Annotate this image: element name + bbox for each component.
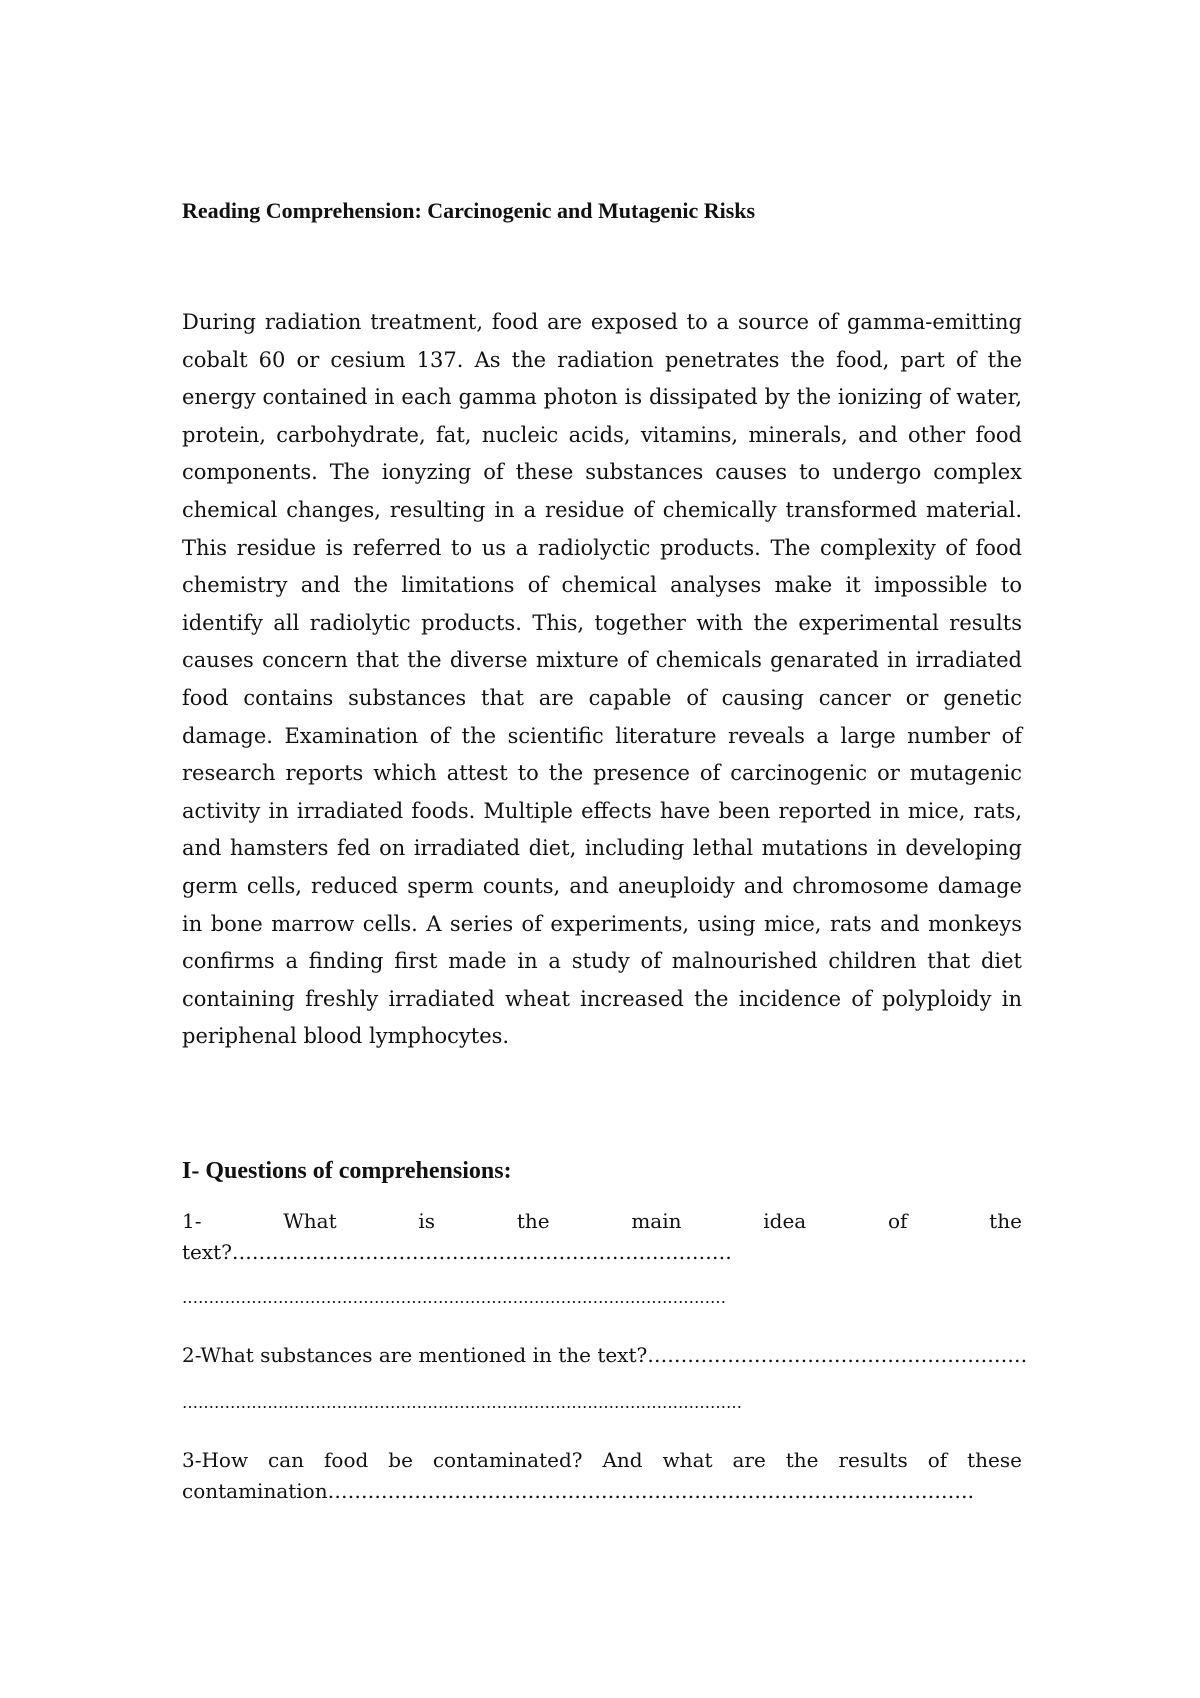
- question-3-word: the: [785, 1447, 819, 1472]
- question-1-word: the: [516, 1208, 550, 1233]
- document-title: Reading Comprehension: Carcinogenic and Mutagenic Risks: [182, 198, 756, 223]
- reading-passage: During radiation treatment, food are exposed to a source of gamma-emitting cobalt 60 or cesium 137. As the radiation penetrates the food, part of the energy contained in each gamma photon is dissipated by the ionizing of water, protein, carbohydrate, fat, nucleic acids, vitamins, minerals, and other food components. The ionyzing of these substances causes to undergo complex chemical changes, resulting in a residue of chemically transformed material. This residue is referred to us a radiolyctic products. The complexity of food chemistry and the limitations of chemical analyses make it impossible to identify all radiolytic products. This, together with the experimental results causes concern that the diverse mixture of chemicals genarated in irradiated food contains substances that are capable of causing cancer or genetic damage. Examination of the scientific literature reveals a large number of research reports which attest to the presence of carcinogenic or mutagenic activity in irradiated foods. Multiple effects have been reported in mice, rats, and hamsters fed on irradiated diet, including lethal mutations in developing germ cells, reduced sperm counts, and aneuploidy and chromosome damage in bone marrow cells. A series of experiments, using mice, rats and monkeys confirms a finding first made in a study of malnourished children that diet containing freshly irradiated wheat increased the incidence of polyploidy in periphenal blood lymphocytes.: [182, 310, 1022, 1049]
- question-3-word: are: [732, 1447, 766, 1472]
- question-3-word: what: [662, 1447, 713, 1472]
- document-content: [182, 196, 1028, 1507]
- question-1: [182, 1206, 1022, 1268]
- question-3-word: results: [838, 1447, 908, 1472]
- question-1-word: 1-: [182, 1208, 202, 1233]
- question-1-line-2: text?…………………………………………………………………: [182, 1239, 732, 1264]
- question-1-line-1: [182, 1206, 1022, 1237]
- question-2: 2-What substances are mentioned in the text?…………………………………………………: [182, 1342, 1028, 1367]
- section-heading: [182, 1156, 1022, 1186]
- question-1-word: What: [283, 1208, 337, 1233]
- question-3-word: these: [967, 1447, 1022, 1472]
- question-3: [182, 1445, 1022, 1507]
- question-3-word: contaminated?: [432, 1447, 583, 1472]
- question-3-word: of: [927, 1447, 948, 1472]
- question-1-word: is: [418, 1208, 436, 1233]
- section-prefix: I-: [182, 1157, 206, 1184]
- question-1-answer-line: …………………………………………………………………………………………: [182, 1287, 726, 1307]
- question-3-line-2: contamination…………………………………………………………………………………….: [182, 1478, 974, 1503]
- question-3-line-1: [182, 1445, 1022, 1476]
- question-1-word: main: [631, 1208, 682, 1233]
- question-3-word: food: [324, 1447, 369, 1472]
- question-1-word: of: [887, 1208, 908, 1233]
- question-3-word: be: [388, 1447, 413, 1472]
- question-3-word: 3-How: [182, 1447, 249, 1472]
- question-3-word: can: [268, 1447, 305, 1472]
- question-1-word: idea: [763, 1208, 807, 1233]
- question-2-answer-line: ……………………………………………………………………………………………: [182, 1392, 742, 1412]
- question-3-word: And: [602, 1447, 643, 1472]
- section-heading-text: Questions of comprehensions:: [205, 1157, 512, 1184]
- question-1-word: the: [989, 1208, 1022, 1233]
